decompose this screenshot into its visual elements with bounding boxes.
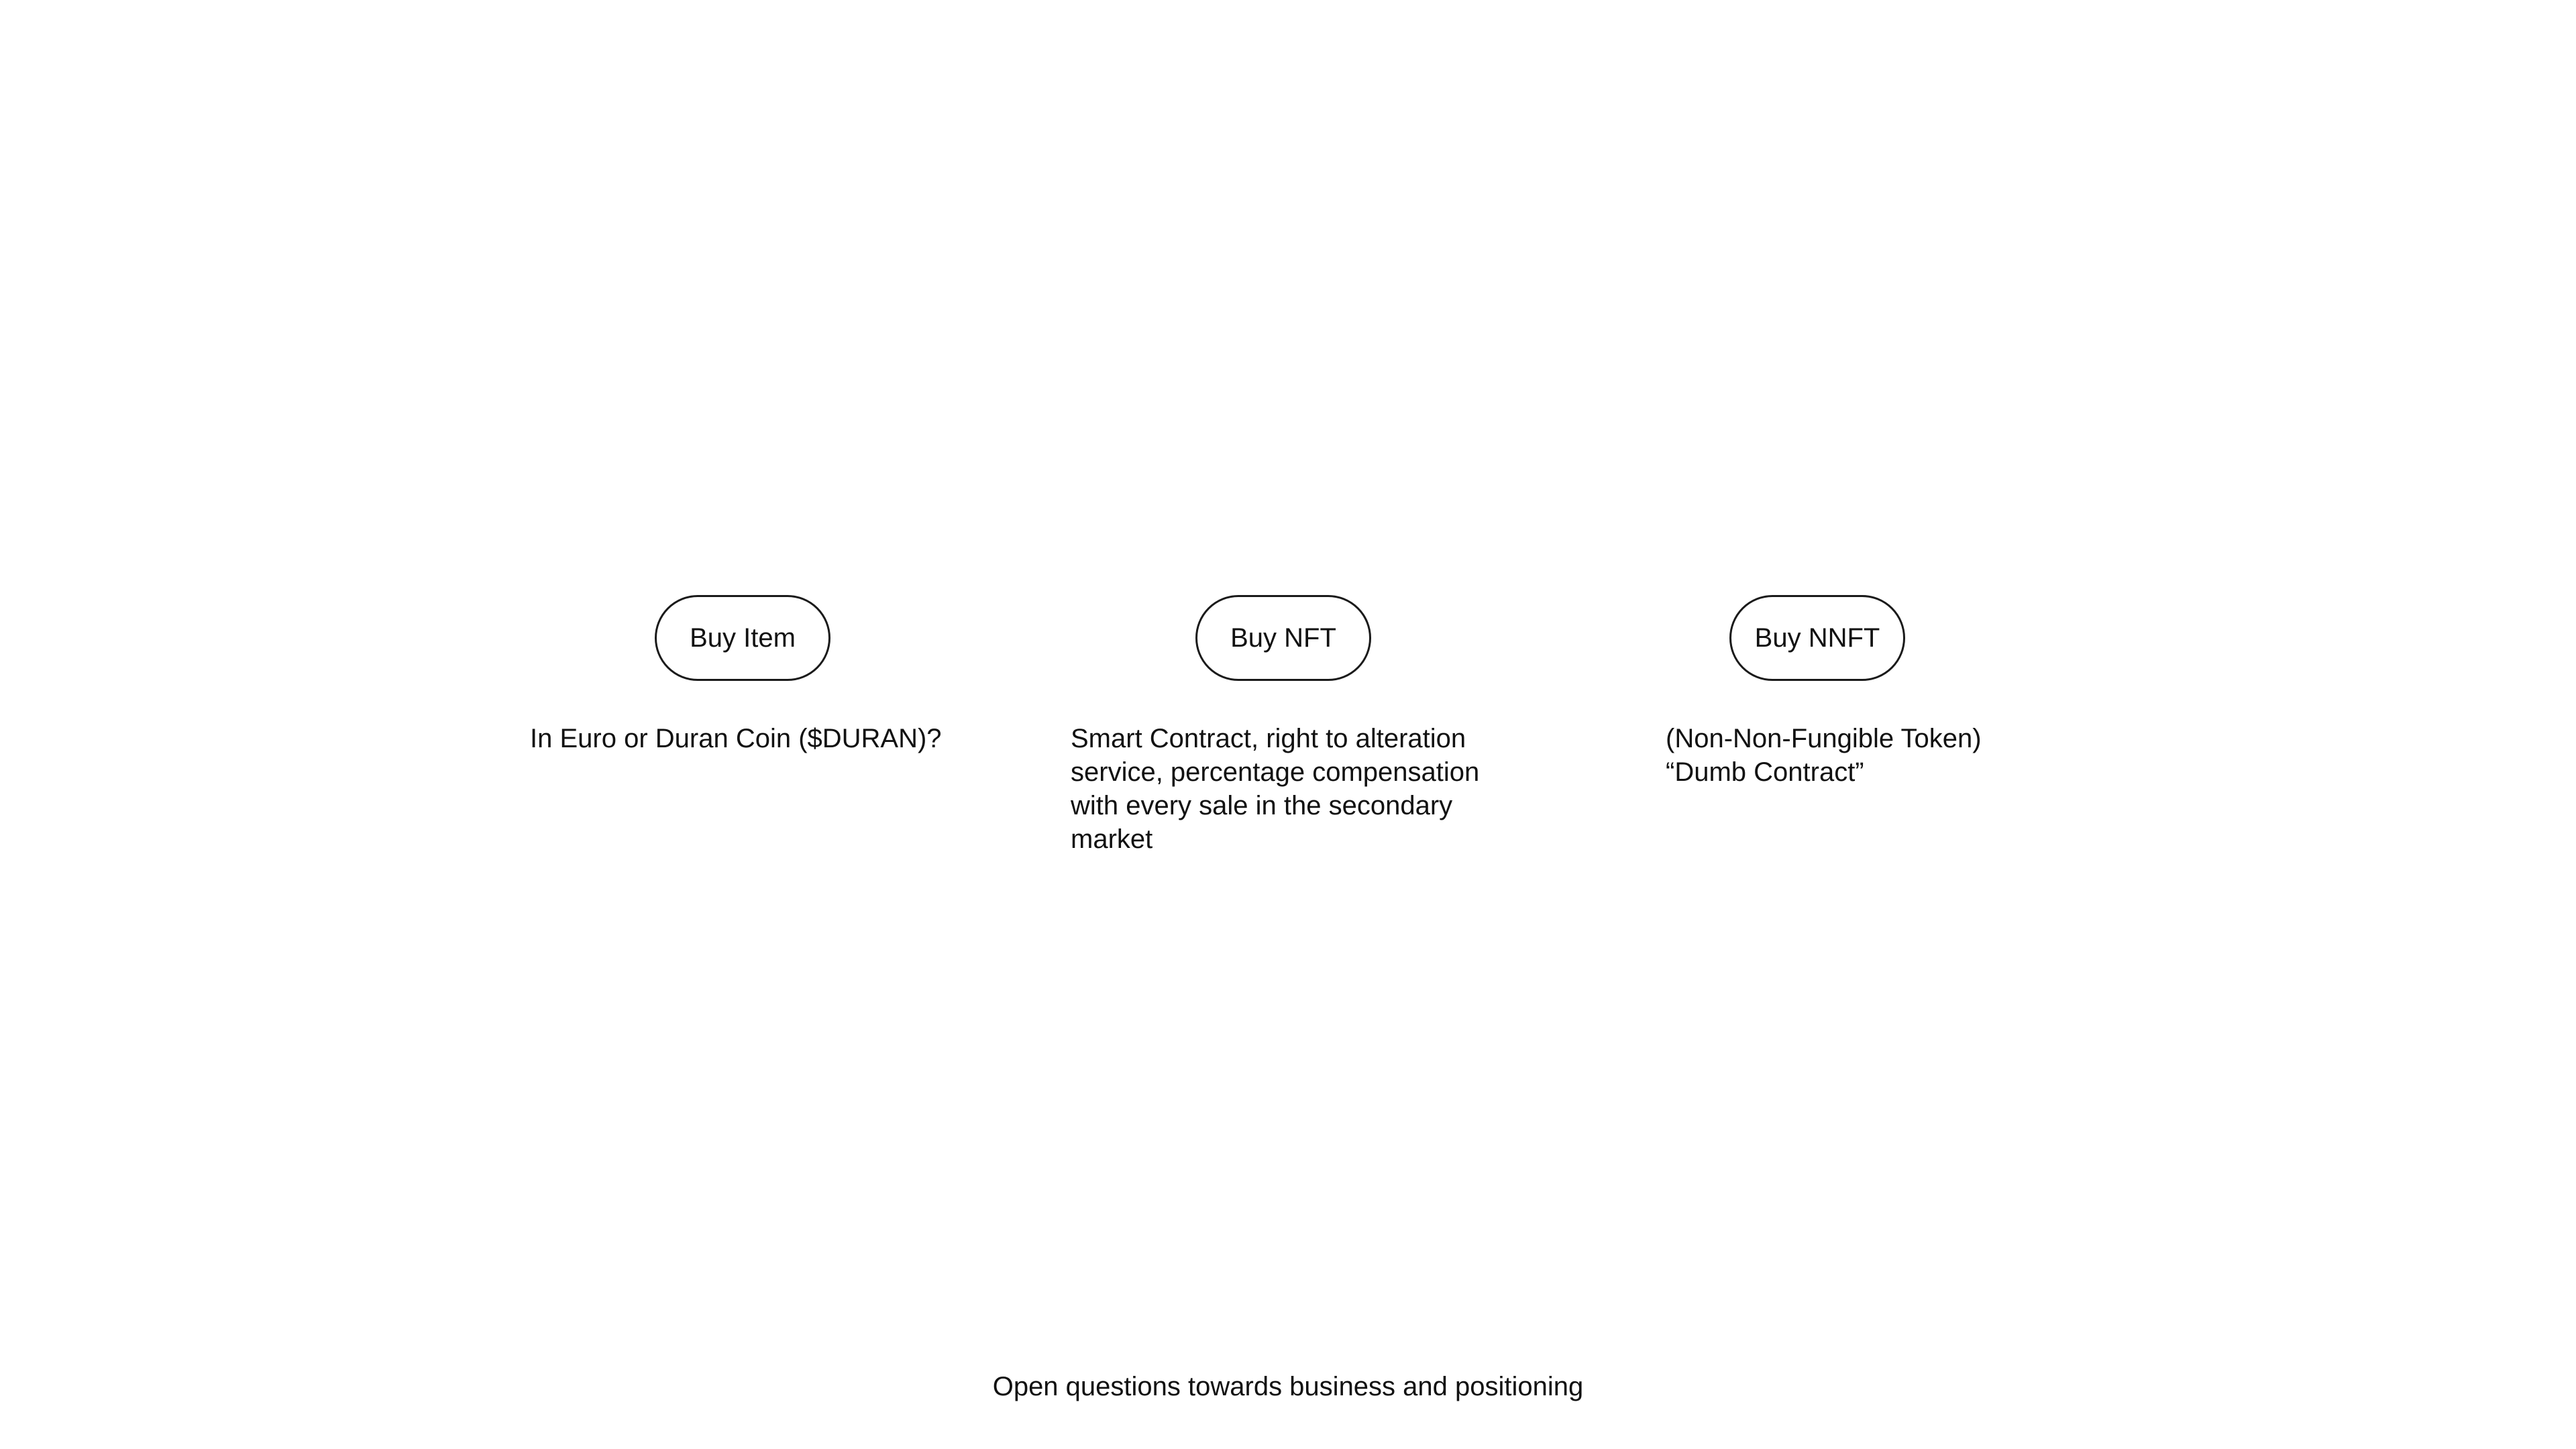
footer-caption: Open questions towards business and positioning: [992, 1372, 1584, 1401]
description-line: (Non-Non-Fungible Token): [1666, 724, 1982, 753]
description-line: Smart Contract, right to alteration: [1071, 724, 1466, 753]
buy-item-button[interactable]: Buy Item: [655, 595, 830, 681]
buy-nnft-button[interactable]: Buy NNFT: [1729, 595, 1905, 681]
description-line: with every sale in the secondary: [1071, 791, 1453, 820]
buy-nft-button[interactable]: Buy NFT: [1195, 595, 1371, 681]
description-line: In Euro or Duran Coin ($DURAN)?: [530, 724, 942, 753]
description-line: market: [1071, 824, 1153, 854]
buy-nnft-description: [1666, 722, 2095, 789]
description-line: service, percentage compensation: [1071, 757, 1480, 787]
description-line: “Dumb Contract”: [1666, 757, 1864, 787]
buy-nft-description: [1071, 722, 1500, 856]
buy-item-description: [530, 722, 959, 755]
